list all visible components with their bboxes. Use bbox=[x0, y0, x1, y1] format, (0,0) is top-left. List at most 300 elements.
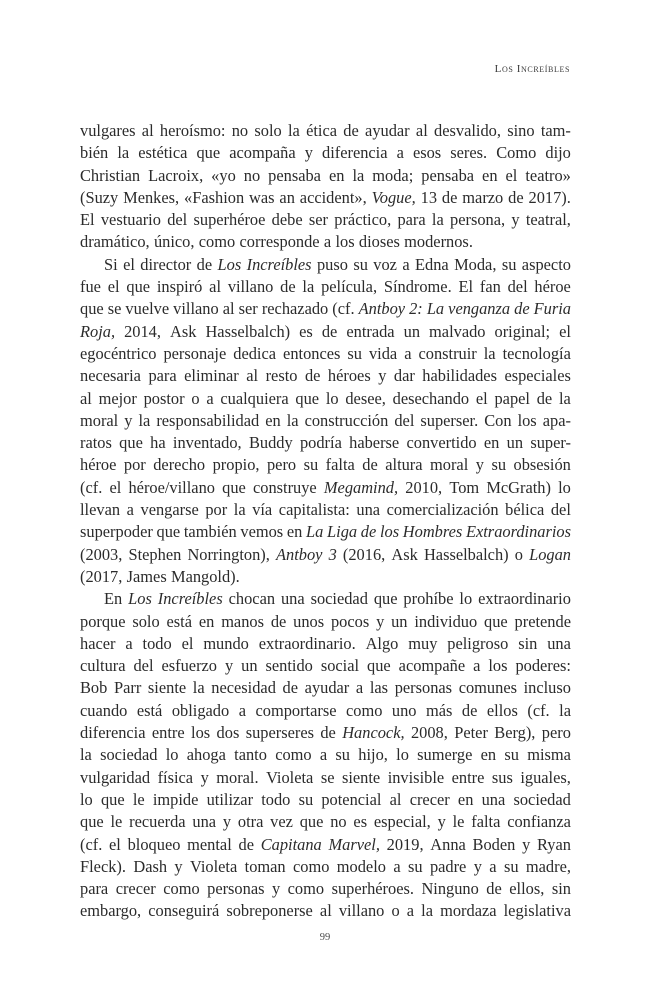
word: vida bbox=[368, 343, 398, 363]
word: Boden bbox=[472, 834, 516, 854]
word: utilizar bbox=[206, 789, 254, 809]
word: el bbox=[123, 254, 135, 274]
text-line bbox=[80, 165, 571, 187]
italic-word: Megamind, bbox=[323, 477, 399, 497]
word: necesidad bbox=[211, 678, 276, 698]
word: película, bbox=[321, 277, 378, 297]
italic-word: Marvel, bbox=[328, 834, 380, 854]
text-line bbox=[80, 588, 571, 610]
word: vulgaridad bbox=[80, 767, 151, 787]
word: mordaza bbox=[440, 901, 497, 921]
word: podría bbox=[299, 433, 342, 453]
word: 2010, bbox=[405, 477, 443, 497]
word: McGrath) bbox=[486, 477, 551, 497]
word: un bbox=[241, 656, 258, 676]
word: Moda, bbox=[454, 254, 497, 274]
word: que bbox=[126, 277, 151, 297]
word: el bbox=[181, 633, 194, 653]
word: resto bbox=[265, 366, 298, 386]
word: lo bbox=[459, 589, 473, 609]
word: ética bbox=[306, 121, 338, 140]
text-line bbox=[80, 343, 571, 365]
word: los bbox=[488, 656, 508, 676]
word: Peter bbox=[454, 723, 488, 743]
word: está bbox=[166, 611, 193, 631]
word: manos bbox=[221, 611, 264, 631]
word: extraordinario bbox=[478, 589, 571, 609]
word: falta bbox=[325, 455, 355, 475]
word: que bbox=[484, 611, 508, 631]
word: en bbox=[286, 522, 303, 542]
word: y bbox=[522, 834, 531, 854]
word: comercialización bbox=[386, 500, 499, 520]
word: postor bbox=[143, 388, 185, 408]
word: conseguirá bbox=[148, 901, 220, 921]
word: heroísmo: bbox=[159, 121, 226, 140]
word: sociedad bbox=[513, 789, 571, 809]
word: poderes: bbox=[515, 656, 571, 676]
word: lo bbox=[325, 388, 339, 408]
word: marzo bbox=[462, 187, 504, 207]
text-line bbox=[80, 454, 571, 476]
text-line bbox=[80, 254, 571, 276]
text-line bbox=[80, 744, 571, 766]
word: superseres bbox=[245, 723, 314, 743]
word: comunes bbox=[458, 678, 517, 698]
word: individuo bbox=[414, 611, 478, 631]
word: desee, bbox=[345, 388, 386, 408]
word: y bbox=[511, 210, 520, 230]
italic-word: La bbox=[426, 299, 445, 319]
word: recuerda bbox=[129, 812, 186, 832]
word: de bbox=[270, 611, 287, 631]
text-line bbox=[80, 477, 571, 499]
word: director bbox=[140, 254, 192, 274]
word: vengarse bbox=[140, 500, 199, 520]
word: tecnología bbox=[502, 343, 571, 363]
word: super- bbox=[530, 433, 571, 453]
word: de bbox=[362, 455, 378, 475]
text-line bbox=[80, 677, 571, 699]
word: Ask bbox=[170, 321, 197, 341]
word: Lacroix, bbox=[148, 165, 204, 185]
word: y bbox=[174, 856, 183, 876]
word: y bbox=[376, 611, 385, 631]
word: fan bbox=[479, 277, 501, 297]
word: (Suzy bbox=[80, 187, 119, 207]
word: siente bbox=[341, 767, 381, 787]
word: se bbox=[107, 299, 122, 319]
word: cualquiera bbox=[220, 388, 289, 408]
italic-word: Increíbles bbox=[157, 589, 223, 609]
word: uno bbox=[391, 700, 417, 720]
word: bélica bbox=[505, 500, 545, 520]
word: de bbox=[304, 366, 321, 386]
word: de bbox=[320, 723, 336, 743]
word: madre, bbox=[525, 856, 571, 876]
word: (2017, bbox=[80, 566, 123, 586]
word: la bbox=[558, 388, 571, 408]
text-line bbox=[80, 700, 571, 722]
word: moral bbox=[80, 410, 119, 430]
text-line bbox=[80, 187, 571, 209]
italic-word: Liga bbox=[327, 522, 358, 542]
word: personas bbox=[207, 879, 265, 899]
word: vestuario bbox=[100, 210, 161, 230]
word: 2008, bbox=[410, 723, 448, 743]
word: solo bbox=[254, 121, 282, 140]
word: solo bbox=[132, 611, 160, 631]
word: a bbox=[355, 678, 364, 698]
word: la bbox=[431, 210, 444, 230]
word: Norrington), bbox=[187, 544, 270, 564]
word: y bbox=[473, 856, 482, 876]
text-line bbox=[80, 321, 571, 343]
word: la bbox=[233, 500, 246, 520]
word: acompañe bbox=[398, 656, 466, 676]
word: ratos bbox=[80, 433, 112, 453]
word: misma bbox=[527, 745, 571, 765]
word: Ryan bbox=[537, 834, 571, 854]
word: (cf. bbox=[80, 477, 103, 497]
text-line bbox=[80, 633, 571, 655]
word: su bbox=[335, 745, 350, 765]
italic-word: Increíbles bbox=[246, 254, 312, 274]
word: Hasselbalch) bbox=[423, 544, 509, 564]
word: al bbox=[246, 366, 259, 386]
word: construcción bbox=[304, 410, 389, 430]
word: el bbox=[109, 477, 122, 497]
word: vuelve bbox=[125, 299, 170, 319]
word: Como bbox=[496, 143, 537, 163]
text-line bbox=[80, 231, 571, 253]
word: Berg), bbox=[494, 723, 536, 743]
word: un bbox=[506, 433, 524, 453]
word: su bbox=[407, 856, 423, 876]
word: al bbox=[80, 388, 92, 408]
word: voz bbox=[373, 254, 397, 274]
word: moral bbox=[430, 455, 469, 475]
word: Ninguno bbox=[421, 879, 479, 899]
word: práctico, bbox=[334, 210, 392, 230]
word: obligado bbox=[171, 700, 230, 720]
word: la bbox=[80, 745, 92, 765]
word: personaje bbox=[163, 343, 227, 363]
word: mundo bbox=[203, 633, 249, 653]
italic-word: Hancock, bbox=[342, 723, 405, 743]
italic-word: de bbox=[360, 522, 377, 542]
word: Con bbox=[484, 410, 512, 430]
word: chocan bbox=[228, 589, 276, 609]
word: que bbox=[196, 143, 221, 163]
word: su bbox=[491, 455, 507, 475]
word: no bbox=[243, 165, 261, 185]
word: la bbox=[287, 121, 300, 140]
word: capitalista: bbox=[278, 500, 350, 520]
word: crecer bbox=[115, 879, 156, 899]
word: de bbox=[238, 834, 254, 854]
word: 13 bbox=[420, 187, 438, 207]
word: teatro» bbox=[525, 165, 571, 185]
word: dramático, bbox=[80, 232, 150, 252]
word: de bbox=[536, 388, 553, 408]
word: was bbox=[249, 187, 275, 207]
italic-word: La bbox=[306, 522, 324, 542]
text-line bbox=[80, 611, 571, 633]
word: al bbox=[389, 789, 402, 809]
italic-word: Los bbox=[217, 254, 242, 274]
word: bloqueo bbox=[127, 834, 181, 854]
word: a bbox=[206, 388, 214, 408]
body-text bbox=[80, 120, 571, 923]
word: inspiró bbox=[156, 277, 203, 297]
word: esos bbox=[412, 143, 442, 163]
italic-word: 2: bbox=[409, 299, 423, 319]
word: en bbox=[483, 433, 500, 453]
word: el bbox=[109, 834, 121, 854]
word: modelo bbox=[336, 856, 386, 876]
word: Anna bbox=[430, 834, 466, 854]
word: a bbox=[393, 856, 401, 876]
word: de bbox=[441, 187, 458, 207]
word: sus bbox=[491, 767, 513, 787]
word: los bbox=[517, 410, 537, 430]
word: rechazado bbox=[261, 299, 329, 319]
text-line bbox=[80, 655, 571, 677]
word: de bbox=[280, 277, 296, 297]
word: toman bbox=[244, 856, 286, 876]
word: Parr bbox=[113, 678, 142, 698]
word: todo bbox=[142, 633, 172, 653]
word: esfuerzo bbox=[161, 656, 217, 676]
word: tanto bbox=[234, 745, 267, 765]
word: que bbox=[80, 299, 104, 319]
word: mejor bbox=[98, 388, 137, 408]
word: para bbox=[80, 879, 109, 899]
word: construir bbox=[418, 343, 477, 363]
word: dos bbox=[216, 723, 240, 743]
word: a bbox=[404, 343, 412, 363]
text-line bbox=[80, 410, 571, 432]
word: como bbox=[275, 745, 312, 765]
word: villano bbox=[338, 901, 385, 921]
word: Si bbox=[104, 254, 118, 274]
word: villano bbox=[173, 299, 219, 319]
word: su bbox=[298, 789, 314, 809]
text-line bbox=[80, 878, 571, 900]
word: accident», bbox=[299, 187, 367, 207]
word: teatral, bbox=[525, 210, 571, 230]
word: el bbox=[505, 165, 518, 185]
word: entonces bbox=[283, 343, 341, 363]
word: pero bbox=[541, 723, 571, 743]
word: porque bbox=[80, 611, 126, 631]
word: de bbox=[196, 254, 213, 274]
word: o bbox=[391, 901, 400, 921]
word: más bbox=[426, 700, 453, 720]
word: moda; bbox=[372, 165, 414, 185]
word: unos bbox=[293, 611, 325, 631]
italic-word: Extraordinarios bbox=[465, 522, 571, 542]
word: «Fashion bbox=[184, 187, 245, 207]
word: que bbox=[373, 589, 398, 609]
word: una bbox=[356, 500, 381, 520]
word: dioses bbox=[358, 232, 400, 252]
word: (cf. bbox=[527, 700, 550, 720]
word: la bbox=[352, 165, 365, 185]
word: a bbox=[489, 856, 497, 876]
word: superhéroe bbox=[193, 210, 266, 230]
word: pensaba bbox=[421, 165, 475, 185]
word: propio, bbox=[212, 455, 260, 475]
word: 2019, bbox=[386, 834, 424, 854]
italic-word: Logan bbox=[529, 544, 571, 564]
word: lo bbox=[80, 789, 93, 809]
word: corresponde bbox=[239, 232, 320, 252]
word: el bbox=[107, 277, 120, 297]
word: al bbox=[415, 121, 428, 140]
word: Edna bbox=[415, 254, 449, 274]
word: al bbox=[209, 277, 222, 297]
word: aspecto bbox=[521, 254, 571, 274]
word: persona, bbox=[450, 210, 506, 230]
word: de bbox=[486, 879, 502, 899]
word: en bbox=[265, 410, 281, 430]
running-head: Los Increíbles bbox=[494, 63, 570, 75]
word: que bbox=[295, 388, 320, 408]
word: pensaba bbox=[268, 165, 321, 185]
word: incluso bbox=[523, 678, 571, 698]
word: Buddy bbox=[248, 433, 293, 453]
word: a bbox=[126, 500, 134, 520]
italic-word: venganza bbox=[448, 299, 511, 319]
word: mental bbox=[187, 834, 232, 854]
word: 2014, bbox=[124, 321, 161, 341]
word: también bbox=[183, 522, 237, 542]
word: no bbox=[330, 812, 347, 832]
word: y bbox=[224, 656, 234, 676]
text-line bbox=[80, 120, 571, 142]
word: como bbox=[163, 879, 200, 899]
word: al bbox=[222, 299, 235, 319]
word: la bbox=[421, 901, 433, 921]
word: an bbox=[279, 187, 295, 207]
word: ayudar bbox=[304, 678, 350, 698]
word: su bbox=[501, 254, 517, 274]
word: (cf. bbox=[80, 834, 103, 854]
word: la bbox=[286, 410, 299, 430]
word: crecer bbox=[409, 789, 450, 809]
word: Síndrome. bbox=[383, 277, 452, 297]
text-line bbox=[80, 566, 571, 588]
word: un bbox=[403, 321, 421, 341]
word: moral. bbox=[216, 767, 259, 787]
word: y bbox=[200, 767, 209, 787]
word: en bbox=[480, 745, 497, 765]
word: en bbox=[482, 165, 498, 185]
word: seres. bbox=[450, 143, 488, 163]
word: como bbox=[287, 879, 325, 899]
word: de bbox=[508, 187, 524, 207]
word: su bbox=[353, 254, 368, 274]
word: no bbox=[231, 121, 249, 140]
text-line bbox=[80, 789, 571, 811]
word: el bbox=[559, 321, 571, 341]
word: Algo bbox=[365, 633, 399, 653]
word: potencial bbox=[321, 789, 382, 809]
word: Fleck). bbox=[80, 856, 126, 876]
word: a bbox=[402, 254, 410, 274]
word: Hasselbalch) bbox=[205, 321, 291, 341]
word: dar bbox=[393, 366, 415, 386]
word: un bbox=[391, 611, 408, 631]
word: le bbox=[110, 812, 123, 832]
word: como bbox=[198, 232, 236, 252]
word: responsabilidad bbox=[156, 410, 260, 430]
word: estética bbox=[138, 143, 188, 163]
word: como bbox=[345, 700, 383, 720]
word: a bbox=[319, 745, 328, 765]
word: El bbox=[458, 277, 474, 297]
word: habilidades bbox=[422, 366, 497, 386]
word: vulgares bbox=[80, 121, 136, 140]
text-line bbox=[80, 276, 571, 298]
word: especiales bbox=[504, 366, 571, 386]
word: entrada bbox=[346, 321, 395, 341]
word: en bbox=[328, 165, 345, 185]
word: y bbox=[222, 812, 232, 832]
word: puso bbox=[316, 254, 348, 274]
word: su bbox=[303, 455, 319, 475]
text-line bbox=[80, 521, 571, 543]
word: es bbox=[353, 812, 368, 832]
word: ser bbox=[238, 299, 258, 319]
word: pretende bbox=[514, 611, 571, 631]
text-line bbox=[80, 544, 571, 566]
word: En bbox=[104, 589, 123, 609]
text-line bbox=[80, 767, 571, 789]
word: único, bbox=[153, 232, 195, 252]
word: su bbox=[347, 343, 362, 363]
word: una bbox=[481, 789, 506, 809]
word: se bbox=[320, 767, 335, 787]
word: villano bbox=[227, 277, 274, 297]
word: vez bbox=[270, 812, 293, 832]
word: pocos bbox=[330, 611, 370, 631]
word: le bbox=[452, 812, 465, 832]
word: construye bbox=[252, 477, 317, 497]
word: la bbox=[117, 143, 130, 163]
italic-word: Capitana bbox=[260, 834, 322, 854]
word: entre bbox=[451, 767, 485, 787]
word: dedica bbox=[233, 343, 277, 363]
word: falta bbox=[471, 812, 501, 832]
word: héroe/villano bbox=[128, 477, 215, 497]
word: a bbox=[125, 633, 133, 653]
word: (2016, bbox=[342, 544, 386, 564]
word: comportarse bbox=[255, 700, 337, 720]
word: James bbox=[126, 566, 167, 586]
word: los bbox=[335, 232, 355, 252]
word: debe bbox=[271, 210, 303, 230]
italic-word: de bbox=[514, 299, 530, 319]
word: cuando bbox=[80, 700, 128, 720]
word: le bbox=[132, 789, 145, 809]
word: ellos, bbox=[509, 879, 545, 899]
text-line bbox=[80, 811, 571, 833]
word: del bbox=[133, 656, 154, 676]
word: que bbox=[119, 433, 143, 453]
